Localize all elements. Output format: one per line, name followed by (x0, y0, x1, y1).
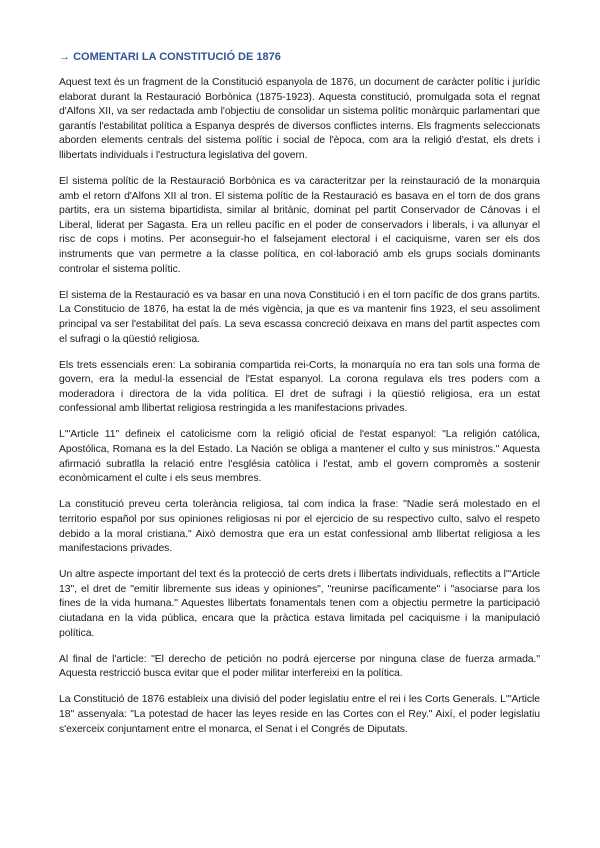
paragraph-constitution: El sistema de la Restauració es va basar en una nova Constitució i en el torn pacífic de dos grans partits. La Constitucio de 1876, ha estat la de més vigència, ja que es va mantenir fins 1923, el seu assoliment principal va ser l'estabilitat del país. La seva escassa concreció deixava en mans del partit aspectes com el sufragi o la qüestió religiosa. (59, 289, 540, 345)
paragraph-petition-right: Al final de l'article: "El derecho de petición no podrá ejercerse por ninguna clase de fuerza armada." Aquesta restricció busca evitar que el poder militar interfereixi en la política. (59, 653, 540, 680)
paragraph-article-13: Un altre aspecte important del text és la protecció de certs drets i llibertats individuals, reflectits a l'"Article 13", el dret de "emitir libremente sus ideas y opiniones", "reunirse pacíficamente" i "asociarse para los fines de la vida humana." Aquestes llibertats fonamentals tenen com a objectiu permetre la participació ciutadana en la vida pública, encara que la pràctica estava limitada pel caciquisme i la manipulació política. (59, 569, 540, 639)
paragraph-intro: Aquest text és un fragment de la Constitució espanyola de 1876, un document de caràcter polític i jurídic elaborat durant la Restauració Borbònica (1875-1923). Aquesta constitució, promulgada sota el regnat d'Alfons XII, va ser redactada amb l'objectiu de consolidar un sistema polític monàrquic parlamentari que garantís l'estabilitat política a Espanya després de diversos conflictes interns. Els fragments seleccionats aborden elements centrals del sistema polític i social de l'època, com ara la religió d'estat, els drets i llibertats individuals i l'estructura legislativa del govern. (59, 77, 540, 161)
document-body (59, 50, 540, 749)
paragraph-article-18: La Constitució de 1876 estableix una divisió del poder legislatiu entre el rei i les Corts Generals. L'"Article 18" assenyala: "La potestad de hacer las leyes reside en las Cortes con el Rey." Així, el poder legislatiu s'exerceix conjuntament entre el monarca, el Senat i el Congrés de Diputats. (59, 694, 540, 735)
document-title-text: COMENTARI LA CONSTITUCIÓ DE 1876 (73, 51, 281, 63)
paragraph-political-system: El sistema polític de la Restauració Borbònica es va caracteritzar per la reinstauració de la monarquia amb el retorn d'Alfons XII al tron. El sistema polític de la Restauració es basava en el torn de dos grans partits, era un sistema bipartidista, similar al britànic, dominat pel partit Conservador de Cánovas i el Liberal, liderat per Sagasta. Era un relleu pacífic en el poder de conservadors i liberals, i va allunyar el risc de cops i motins. Per aconseguir-ho el falsejament electoral i el caciquisme, varen ser els dos instruments que van permetre a la classe política, en col·laboració amb els grups socials dominants controlar el sistema polític. (59, 176, 540, 275)
document-title (59, 50, 540, 64)
paragraph-essential-traits: Els trets essencials eren: La sobirania compartida rei-Corts, la monarquía no era tan sols una forma de govern, era la medul·la essencial de l'Estat espanyol. La corona regulava els tres poders com a moderadora i directora de la vida política. El dret de sufragi i la qüestió religiosa, era un estat confessional amb llibertat religiosa restringida a les manifestacions privades. (59, 359, 540, 415)
arrow-icon: → (59, 51, 70, 63)
paragraph-religious-tolerance: La constitució preveu certa tolerància religiosa, tal com indica la frase: "Nadie será molestado en el territorio español por sus opiniones religiosas ni por el ejercicio de su respectivo culto, salvo el respeto debido a la moral cristiana." Això demostra que era un estat confessional amb llibertat religiosa a les manifestacions privades. (59, 499, 540, 555)
paragraph-article-11: L'"Article 11" defineix el catolicisme com la religió oficial de l'estat espanyol: "La religión católica, Apostólica, Romana es la del Estado. La Nación se obliga a mantener el culto y sus ministros." Aquesta afirmació subratlla la relació entre l'església catòlica i l'estat, amb el govern compromès a sostenir econòmicament el culte i els seus membres. (59, 429, 540, 485)
